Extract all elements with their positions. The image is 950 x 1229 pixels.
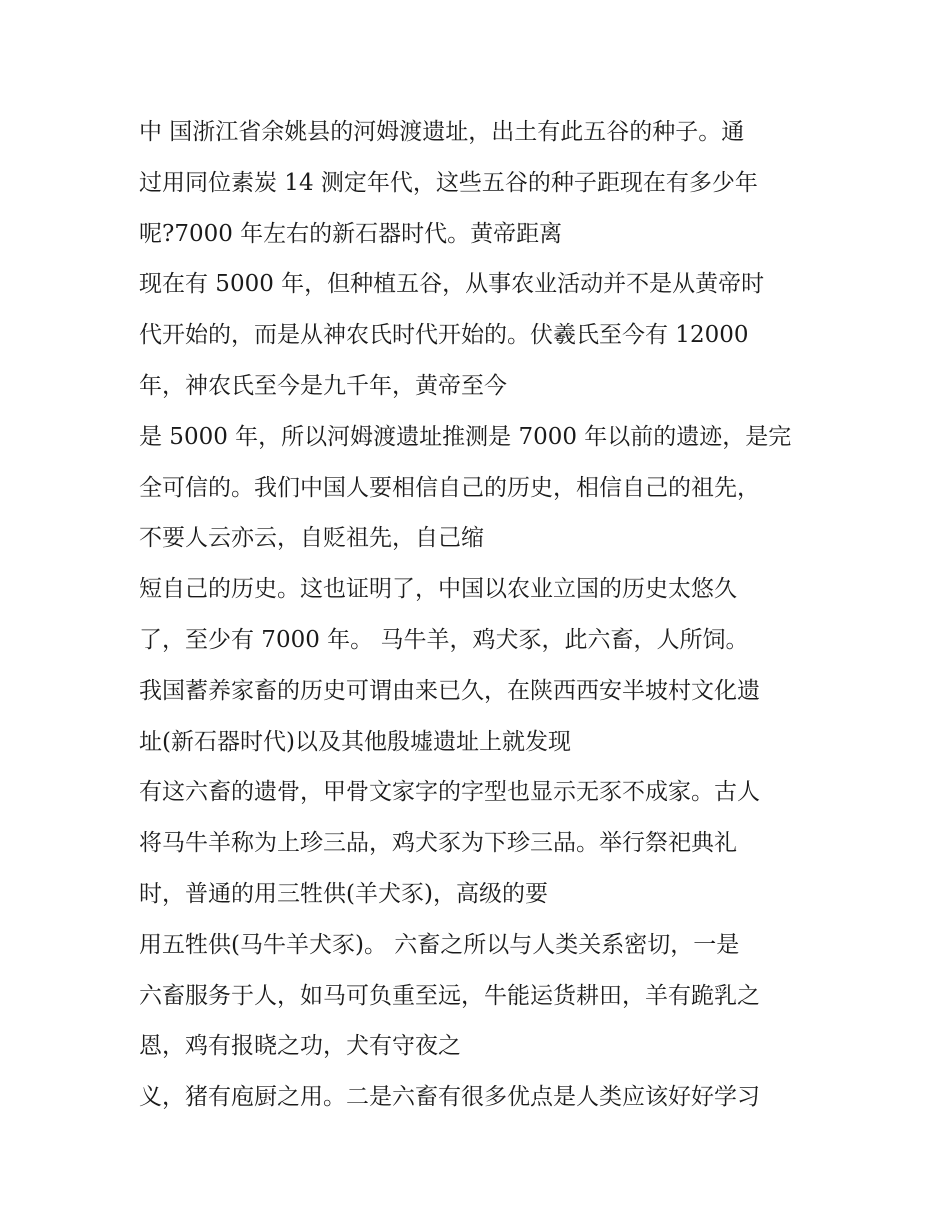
text-line-12: 我国蓄养家畜的历史可谓由来已久，在陕西西安半坡村文化遗 <box>139 677 760 704</box>
text-line-2: 过用同位素炭 14 测定年代，这些五谷的种子距现在有多少年 <box>139 169 758 196</box>
text-line-5: 代开始的，而是从神农氏时代开始的。伏羲氏至今有 12000 <box>139 322 749 349</box>
text-line-17: 用五牲供(马牛羊犬豕)。 六畜之所以与人类关系密切，一是 <box>139 931 740 958</box>
text-line-8: 全可信的。我们中国人要相信自己的历史，相信自己的祖先， <box>139 474 760 501</box>
text-line-11: 了，至少有 7000 年。 马牛羊，鸡犬豕，此六畜，人所饲。 <box>139 626 749 653</box>
text-line-7: 是 5000 年，所以河姆渡遗址推测是 7000 年以前的遗迹，是完 <box>139 423 792 450</box>
text-line-4: 现在有 5000 年，但种植五谷，从事农业活动并不是从黄帝时 <box>139 271 765 298</box>
body-text <box>139 107 839 1123</box>
text-line-6: 年，神农氏至今是九千年，黄帝至今 <box>139 372 507 399</box>
text-line-15: 将马牛羊称为上珍三品，鸡犬豕为下珍三品。举行祭祀典礼 <box>139 830 737 857</box>
text-line-10: 短自己的历史。这也证明了，中国以农业立国的历史太悠久 <box>139 576 737 603</box>
text-line-13: 址(新石器时代)以及其他殷墟遗址上就发现 <box>139 728 571 755</box>
text-line-19: 恩，鸡有报晓之功，犬有守夜之 <box>139 1033 461 1060</box>
text-line-20: 义，猪有庖厨之用。二是六畜有很多优点是人类应该好好学习 <box>139 1084 760 1111</box>
text-line-9: 不要人云亦云，自贬祖先，自己缩 <box>139 525 484 552</box>
text-line-18: 六畜服务于人，如马可负重至远，牛能运货耕田，羊有跪乳之 <box>139 982 760 1009</box>
text-line-14: 有这六畜的遗骨，甲骨文家字的字型也显示无豕不成家。古人 <box>139 779 760 806</box>
text-line-16: 时，普通的用三牲供(羊犬豕)，高级的要 <box>139 880 548 907</box>
text-line-1: 中 国浙江省余姚县的河姆渡遗址，出土有此五谷的种子。通 <box>139 119 745 145</box>
text-line-3: 呢?7000 年左右的新石器时代。黄帝距离 <box>139 220 563 247</box>
